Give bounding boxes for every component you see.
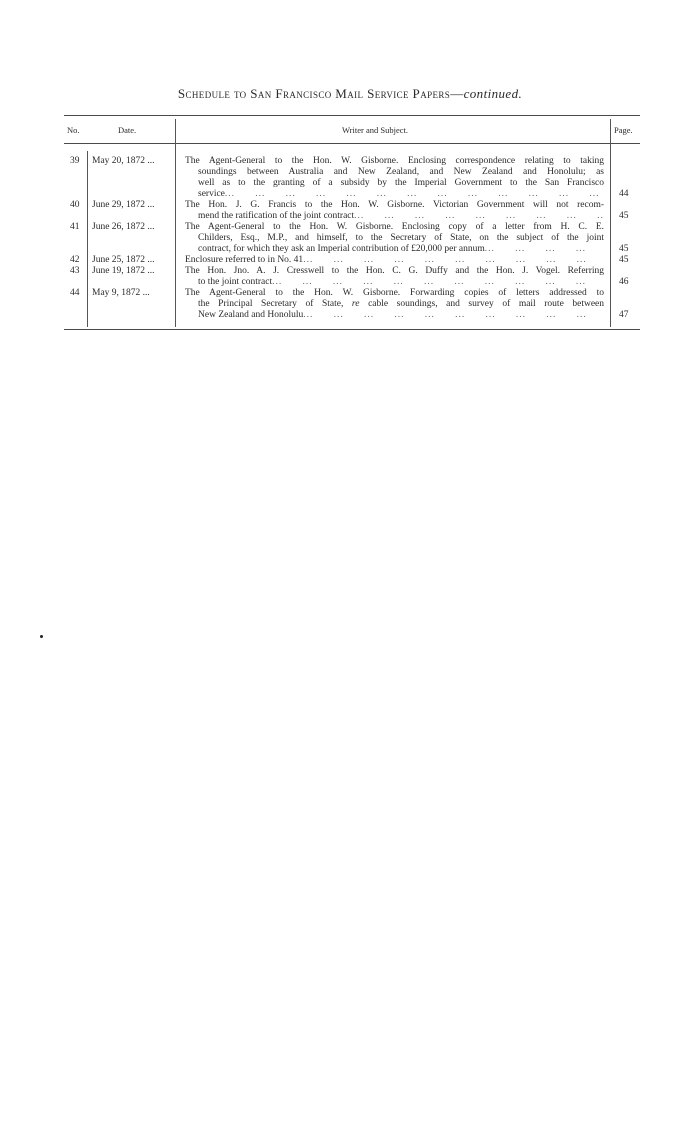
entry-number: 42 xyxy=(70,255,80,265)
entry-number: 40 xyxy=(70,200,80,210)
entry-subject-text: New Zealand and Honolulu xyxy=(198,310,304,320)
dot-leader xyxy=(303,310,604,321)
entry-subject-line: The Agent-General to the Hon. W. Gisborne. Forwarding copies of letters addressed to xyxy=(185,288,604,298)
entry-subject-line xyxy=(185,255,604,266)
entry-subject-text: the Principal Secretary of State, xyxy=(198,299,344,309)
dot-leader xyxy=(303,255,604,266)
column-divider-date xyxy=(175,119,176,327)
entry-date: June 19, 1872 ... xyxy=(92,266,155,276)
entry-subject-line: soundings between Australia and New Zealand, and New Zealand and Honolulu; as xyxy=(198,167,604,177)
entry-number: 44 xyxy=(70,288,80,298)
entry-subject-italic: re xyxy=(351,299,360,309)
entry-subject-text: contract, for which they ask an Imperial contribution of £20,000 per annum xyxy=(198,244,485,254)
column-divider-no xyxy=(87,151,88,327)
entry-subject-text: service xyxy=(198,189,225,199)
entry-date: May 9, 1872 ... xyxy=(92,288,150,298)
entry-page: 45 xyxy=(619,244,629,254)
dot-leader xyxy=(272,277,604,288)
entry-page: 46 xyxy=(619,277,629,287)
entry-number: 43 xyxy=(70,266,80,276)
entry-subject-line xyxy=(198,244,604,255)
header-rule xyxy=(64,143,640,144)
entry-subject-text: mend the ratification of the joint contract xyxy=(198,211,355,221)
entry-subject-line xyxy=(198,189,604,200)
dot-leader xyxy=(225,189,604,200)
column-header-subject: Writer and Subject. xyxy=(342,125,408,135)
column-divider-page xyxy=(610,119,611,327)
column-header-date: Date. xyxy=(118,125,137,135)
bottom-rule xyxy=(64,329,640,330)
entry-subject-line xyxy=(198,211,604,222)
entry-subject-line: The Hon. Jno. A. J. Cresswell to the Hon. C. G. Duffy and the Hon. J. Vogel. Referring xyxy=(185,266,604,276)
entry-number: 39 xyxy=(70,156,80,166)
entry-subject-line xyxy=(198,299,604,310)
column-header-no: No. xyxy=(67,125,80,135)
entry-subject-text: cable soundings, and survey of mail route between xyxy=(368,299,604,309)
entry-subject-line xyxy=(198,310,604,321)
title-main: Schedule to San Francisco Mail Service Papers— xyxy=(177,86,464,101)
entry-subject-line: The Hon. J. G. Francis to the Hon. W. Gisborne. Victorian Government will not recom- xyxy=(185,200,604,210)
entry-subject-line: Childers, Esq., M.P., and himself, to the Secretary of State, on the subject of the joint xyxy=(198,233,604,243)
entry-number: 41 xyxy=(70,222,80,232)
dot-leader xyxy=(485,244,604,255)
page-title xyxy=(0,86,700,102)
dot-leader xyxy=(354,211,604,222)
ink-speck xyxy=(40,635,43,638)
entry-page: 45 xyxy=(619,255,629,265)
entry-date: June 29, 1872 ... xyxy=(92,200,155,210)
entry-page: 45 xyxy=(619,211,629,221)
entry-subject-line: The Agent-General to the Hon. W. Gisborne. Enclosing correspondence relating to taking xyxy=(185,156,604,166)
column-header-page: Page. xyxy=(614,125,633,135)
entry-page: 47 xyxy=(619,310,629,320)
entry-date: May 20, 1872 ... xyxy=(92,156,155,166)
top-rule xyxy=(64,115,640,116)
entry-subject-line xyxy=(198,277,604,288)
entry-subject-line: The Agent-General to the Hon. W. Gisborne. Enclosing copy of a letter from H. C. E. xyxy=(185,222,604,232)
title-continued: continued. xyxy=(463,86,523,101)
entry-subject-line: well as to the granting of a subsidy by the Imperial Government to the San Francisco xyxy=(198,178,604,188)
entry-date: June 26, 1872 ... xyxy=(92,222,155,232)
entry-subject-text: to the joint contract xyxy=(198,277,273,287)
entry-date: June 25, 1872 ... xyxy=(92,255,155,265)
entry-page: 44 xyxy=(619,189,629,199)
entry-subject-text: Enclosure referred to in No. 41 xyxy=(185,255,304,265)
